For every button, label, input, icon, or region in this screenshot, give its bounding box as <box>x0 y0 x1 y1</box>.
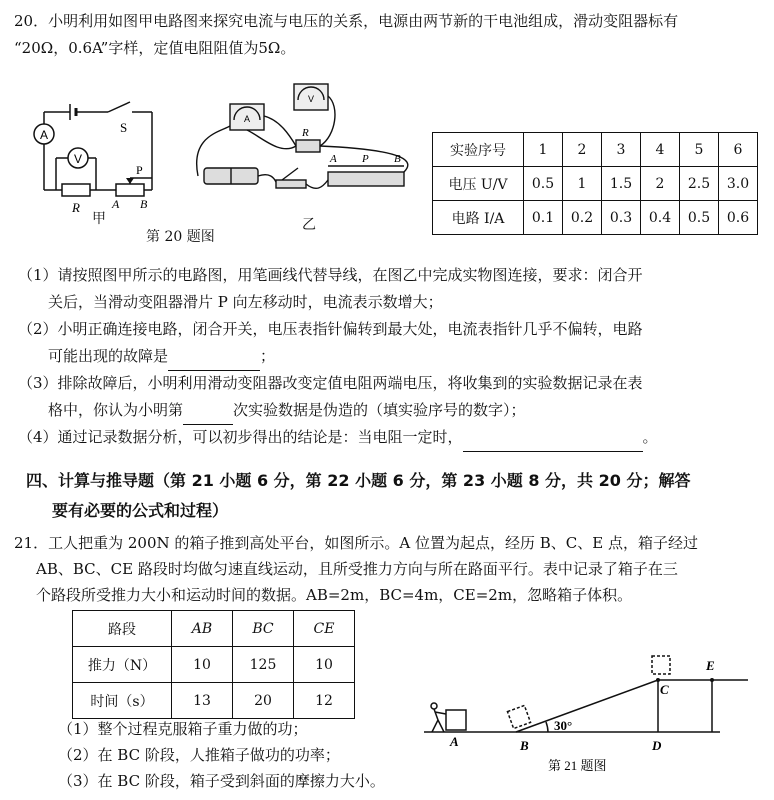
rheostat-terminal-a: A <box>330 153 337 165</box>
q21-sub2: （2）在 BC 阶段，人推箱子做功的功率； <box>58 746 340 764</box>
q20-stem-line2: “20Ω，0.6A”字样，定值电阻阻值为5Ω。 <box>14 39 296 57</box>
q20-stem-line1: 20．小明利用如图甲电路图来探究电流与电压的关系，电源由两节新的干电池组成，滑动变阻器标有 <box>14 12 679 30</box>
q21-data-table <box>72 610 355 719</box>
q20-table-cell: 0.2 <box>563 201 602 235</box>
q20-sub4-answer-blank[interactable] <box>463 424 643 452</box>
q21-table-cell: 125 <box>233 647 294 683</box>
q21-table-row <box>73 647 355 683</box>
q21-sub3: （3）在 BC 阶段，箱子受到斜面的摩擦力大小。 <box>58 772 385 790</box>
section4-header <box>26 466 766 526</box>
fig20-caption: 第 20 题图 <box>146 229 215 245</box>
q20-table-cell: 2.5 <box>680 167 719 201</box>
q21-stem-line3: 个路段所受推力大小和运动时间的数据。AB=2m，BC=4m，CE=2m，忽略箱子体积。 <box>36 586 633 604</box>
q20-table-row-header: 电路 I/A <box>433 201 524 235</box>
q20-table-cell: 1 <box>524 133 563 167</box>
ramp-figure <box>420 650 764 782</box>
q20-table-cell: 0.5 <box>680 201 719 235</box>
point-a-label: A <box>450 734 459 749</box>
q20-table-cell: 1.5 <box>602 167 641 201</box>
q20-sub3-line2 <box>18 397 758 425</box>
q20-sub4-end: 。 <box>642 428 658 446</box>
q21-sub1: （1）整个过程克服箱子重力做的功； <box>58 720 308 738</box>
worker-figure <box>432 709 446 732</box>
q20-table-cell: 2 <box>641 167 680 201</box>
q20-table-cell: 6 <box>719 133 758 167</box>
q20-table-cell: 3 <box>602 133 641 167</box>
box-at-a <box>446 710 466 730</box>
q20-table-cell: 5 <box>680 133 719 167</box>
q21-stem-line2: AB、BC、CE 路段时均做匀速直线运动，且所受推力方向与所在路面平行。表中记录了箱子在三 <box>36 560 678 578</box>
q20-sub3-answer-blank[interactable] <box>183 397 233 425</box>
q20-sub2-line1: （2）小明正确连接电路，闭合开关，电压表指针偏转到最大处，电流表指针几乎不偏转，电路 <box>18 320 643 338</box>
q21-table-cell: AB <box>172 611 233 647</box>
q20-table-row <box>433 133 758 167</box>
section4-line2: 要有必要的公式和过程） <box>52 501 229 520</box>
q20-sub3-text: 格中，你认为小明第 <box>48 401 184 419</box>
box-at-c <box>652 656 670 674</box>
q20-sub2-answer-blank[interactable] <box>168 343 260 371</box>
q20-sub1 <box>18 262 758 316</box>
q21-table-cell: BC <box>233 611 294 647</box>
q21-table-cell: 10 <box>294 647 355 683</box>
switch-device <box>276 180 306 188</box>
q20-table-cell: 0.4 <box>641 201 680 235</box>
q20-sub2 <box>18 316 758 371</box>
fig-yi-label: 乙 <box>302 217 316 233</box>
q20-sub2-end: ； <box>260 347 276 365</box>
q20-table-cell: 2 <box>563 133 602 167</box>
q20-table-cell: 0.3 <box>602 201 641 235</box>
q21-table-row-header: 时间（s） <box>73 683 172 719</box>
q20-sub1-line1: （1）请按照图甲所示的电路图，用笔画线代替导线，在图乙中完成实物图连接，要求：闭合开 <box>18 266 643 284</box>
voltmeter-device-label: V <box>307 94 315 104</box>
q21-stem-line1: 21．工人把重为 200N 的箱子推到高处平台，如图所示。A 位置为起点，经历 B、C、E 点，箱子经过 <box>14 534 698 552</box>
voltmeter-label: V <box>73 152 83 166</box>
q20-table-row <box>433 167 758 201</box>
q20-table-cell: 4 <box>641 133 680 167</box>
q20-table-cell: 0.6 <box>719 201 758 235</box>
q20-table-row-header: 电压 U/V <box>433 167 524 201</box>
q20-table-cell: 0.5 <box>524 167 563 201</box>
terminal-b-label: B <box>140 197 148 211</box>
q20-sub4 <box>18 424 758 452</box>
point-e-label: E <box>706 658 715 673</box>
q20-data-table <box>432 132 758 235</box>
worker-head <box>431 703 437 709</box>
point-b-label: B <box>520 738 529 753</box>
q20-table-cell: 0.1 <box>524 201 563 235</box>
rheostat-slider-p: P <box>362 153 369 165</box>
rheostat-device <box>328 172 404 186</box>
angle-label: 30° <box>554 718 573 733</box>
q20-table-cell: 1 <box>563 167 602 201</box>
switch-label: S <box>120 120 128 135</box>
q21-table-cell: 20 <box>233 683 294 719</box>
incline-line <box>516 680 658 732</box>
circuit-diagram-jia <box>20 98 170 226</box>
q20-stem <box>14 8 762 62</box>
q20-sub2-text: 可能出现的故障是 <box>48 347 169 365</box>
fig-jia-label: 甲 <box>92 211 106 227</box>
rheostat-terminal-b: B <box>394 153 401 165</box>
rheostat-symbol <box>116 184 144 196</box>
apparatus-figure-yi <box>190 76 418 236</box>
slider-label: P <box>136 163 143 177</box>
q20-sub1-line2: 关后，当滑动变阻器滑片 P 向左移动时，电流表示数增大； <box>48 293 443 311</box>
ammeter-device-label: A <box>243 114 251 124</box>
point-d-label: D <box>652 738 662 753</box>
point-c-label: C <box>660 682 669 697</box>
terminal-a-label: A <box>112 197 120 211</box>
q20-sub3 <box>18 370 758 425</box>
q21-table-cell: 10 <box>172 647 233 683</box>
fig21-caption: 第 21 题图 <box>548 758 607 773</box>
section4-line1: 四、计算与推导题（第 21 小题 6 分，第 22 小题 6 分，第 23 小题 8 分，共 20 分；解答 <box>26 471 691 490</box>
q21-table-cell: 12 <box>294 683 355 719</box>
resistor-symbol <box>62 184 90 196</box>
fixed-resistor-device <box>296 140 320 152</box>
q21-table-row-header: 推力（N） <box>73 647 172 683</box>
q20-sub4-text: （4）通过记录数据分析，可以初步得出的结论是：当电阻一定时， <box>18 428 463 446</box>
q20-sub3-line1: （3）排除故障后，小明利用滑动变阻器改变定值电阻两端电压，将收集到的实验数据记录在表 <box>18 374 643 392</box>
fixed-resistor-device-label: R <box>302 127 309 139</box>
q21-table-row-header: 路段 <box>73 611 172 647</box>
resistor-label: R <box>72 200 80 215</box>
q20-table-cell: 3.0 <box>719 167 758 201</box>
box-on-incline <box>507 705 530 728</box>
q20-table-row <box>433 201 758 235</box>
q21-table-row <box>73 683 355 719</box>
ammeter-label: A <box>39 128 49 142</box>
q20-sub2-line2 <box>18 343 758 371</box>
q21-table-cell: CE <box>294 611 355 647</box>
q21-subs <box>58 716 385 794</box>
q21-stem <box>14 530 764 608</box>
q21-table-row <box>73 611 355 647</box>
q21-table-cell: 13 <box>172 683 233 719</box>
q20-table-row-header: 实验序号 <box>433 133 524 167</box>
q20-sub3-end: 次实验数据是伪造的（填实验序号的数字）； <box>233 401 526 419</box>
